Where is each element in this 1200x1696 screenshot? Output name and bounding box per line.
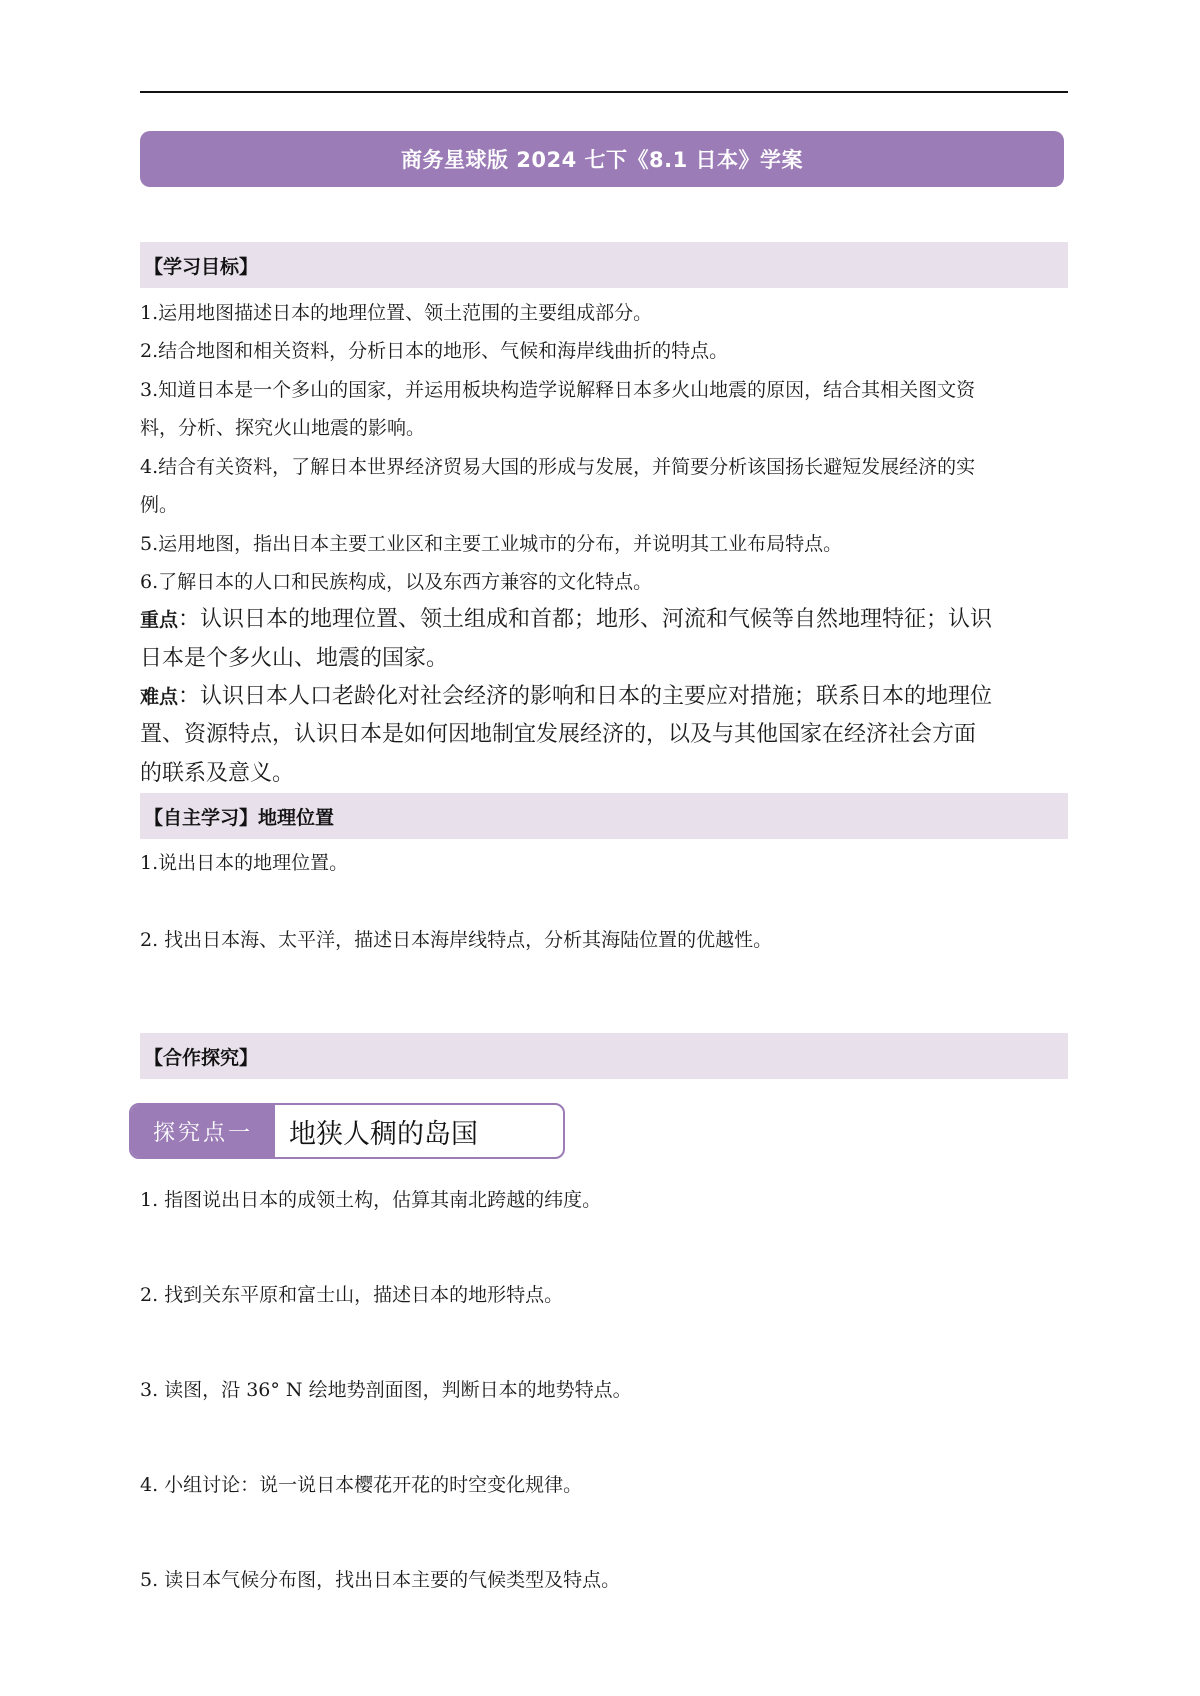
cooperation-question: 5. 读日本气候分布图，找出日本主要的气候类型及特点。 bbox=[140, 1569, 621, 1591]
header-rule bbox=[140, 91, 1068, 93]
self-study-question: 1.说出日本的地理位置。 bbox=[140, 852, 349, 874]
objective-line: 料，分析、探究火山地震的影响。 bbox=[140, 417, 426, 439]
cooperation-question: 1. 指图说出日本的成领土构，估算其南北跨越的纬度。 bbox=[140, 1189, 602, 1211]
difficult-point-label: 难点 bbox=[140, 686, 179, 708]
difficult-point-line bbox=[140, 683, 1070, 711]
section-heading-self-study: 【自主学习】地理位置 bbox=[140, 793, 1068, 839]
cooperation-question: 4. 小组讨论：说一说日本樱花开花的时空变化规律。 bbox=[140, 1474, 583, 1496]
objective-line: 1.运用地图描述日本的地理位置、领土范围的主要组成部分。 bbox=[140, 302, 653, 324]
section-heading-objectives: 【学习目标】 bbox=[140, 242, 1068, 288]
objective-line: 例。 bbox=[140, 494, 179, 516]
inquiry-point-box bbox=[129, 1103, 565, 1159]
difficult-point-line: 置、资源特点，认识日本是如何因地制宜发展经济的，以及与其他国家在经济社会方面 bbox=[140, 722, 977, 747]
objective-line: 2.结合地图和相关资料，分析日本的地形、气候和海岸线曲折的特点。 bbox=[140, 340, 729, 362]
key-point-text: ：认识日本的地理位置、领土组成和首都；地形、河流和气候等自然地理特征；认识 bbox=[178, 607, 993, 632]
difficult-point-line: 的联系及意义。 bbox=[140, 761, 295, 786]
inquiry-point-tag: 探究点一 bbox=[131, 1105, 275, 1157]
section-heading-cooperation: 【合作探究】 bbox=[140, 1033, 1068, 1079]
objective-line: 6.了解日本的人口和民族构成，以及东西方兼容的文化特点。 bbox=[140, 571, 653, 593]
document-title: 商务星球版 2024 七下《8.1 日本》学案 bbox=[140, 131, 1064, 187]
key-point-line bbox=[140, 606, 1070, 634]
self-study-question: 2. 找出日本海、太平洋，描述日本海岸线特点，分析其海陆位置的优越性。 bbox=[140, 929, 773, 951]
cooperation-question: 3. 读图，沿 36° N 绘地势剖面图，判断日本的地势特点。 bbox=[140, 1379, 632, 1401]
cooperation-question: 2. 找到关东平原和富士山，描述日本的地形特点。 bbox=[140, 1284, 564, 1306]
inquiry-point-title: 地狭人稠的岛国 bbox=[289, 1118, 478, 1150]
difficult-point-text: ：认识日本人口老龄化对社会经济的影响和日本的主要应对措施；联系日本的地理位 bbox=[178, 684, 993, 709]
key-point-line: 日本是个多火山、地震的国家。 bbox=[140, 646, 449, 671]
objective-line: 5.运用地图，指出日本主要工业区和主要工业城市的分布，并说明其工业布局特点。 bbox=[140, 533, 843, 555]
objective-line: 3.知道日本是一个多山的国家，并运用板块构造学说解释日本多火山地震的原因，结合其相关图文资 bbox=[140, 379, 976, 401]
objective-line: 4.结合有关资料，了解日本世界经济贸易大国的形成与发展，并简要分析该国扬长避短发展经济的实 bbox=[140, 456, 976, 478]
key-point-label: 重点 bbox=[140, 609, 179, 631]
